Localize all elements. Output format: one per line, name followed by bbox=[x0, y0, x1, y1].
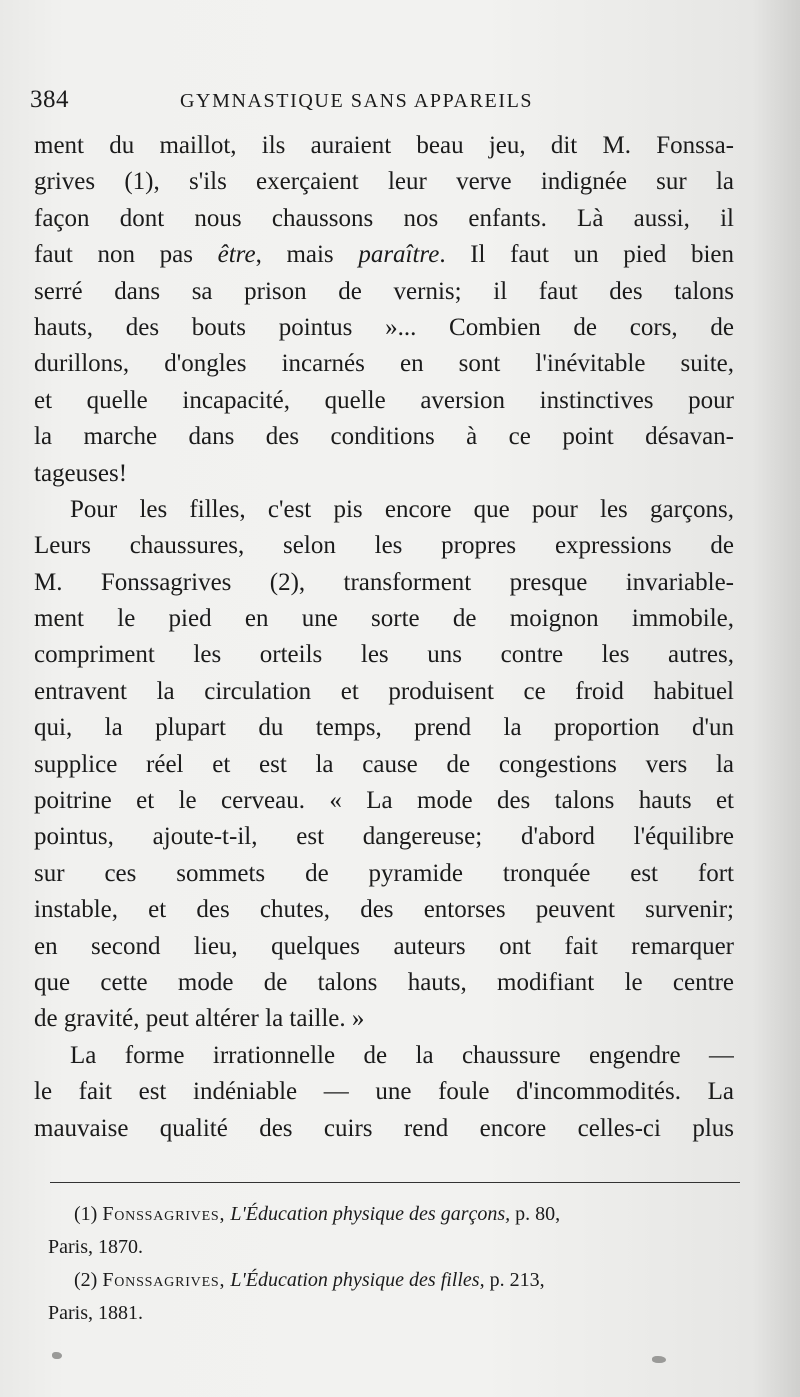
text-line: mauvaise qualité des cuirs rend encore celles-ci plus bbox=[34, 1114, 734, 1142]
text-line: M. Fonssagrives (2), transforment presque invariable- bbox=[34, 568, 734, 596]
page-header bbox=[30, 86, 720, 120]
text-line: la marche dans des conditions à ce point désavan- bbox=[34, 423, 734, 451]
page-number: 384 bbox=[30, 86, 69, 113]
text-line: Leurs chaussures, selon les propres expressions de bbox=[34, 532, 734, 560]
text-line: tageuses! bbox=[34, 459, 128, 487]
footnote-title: L'Éducation physique des filles, bbox=[230, 1269, 485, 1291]
footnote-author: Fonssagrives, bbox=[102, 1203, 226, 1225]
text-line: poitrine et le cerveau. « La mode des talons hauts et bbox=[34, 787, 734, 815]
footnote-title: L'Éducation physique des garçons, bbox=[230, 1203, 511, 1225]
footnote-marker: (1) bbox=[74, 1203, 98, 1225]
footnote-divider bbox=[50, 1182, 740, 1183]
footnotes bbox=[48, 1198, 738, 1330]
footnote-page: p. 213, bbox=[489, 1269, 545, 1291]
footnote-1-cont: Paris, 1870. bbox=[48, 1236, 143, 1258]
text-line: durillons, d'ongles incarnés en sont l'inévitable suite, bbox=[34, 350, 734, 378]
text-line: façon dont nous chaussons nos enfants. Là aussi, il bbox=[34, 204, 734, 232]
footnote-2-cont: Paris, 1881. bbox=[48, 1302, 143, 1324]
running-head: GYMNASTIQUE SANS APPAREILS bbox=[180, 90, 534, 112]
text-line: supplice réel et est la cause de congestions vers la bbox=[34, 750, 734, 778]
text-line: ment le pied en une sorte de moignon immobile, bbox=[34, 605, 734, 633]
footnote-page: p. 80, bbox=[515, 1203, 561, 1225]
text-line: sur ces sommets de pyramide tronquée est fort bbox=[34, 859, 734, 887]
text-line: instable, et des chutes, des entorses peuvent survenir; bbox=[34, 896, 734, 924]
text-line: le fait est indéniable — une foule d'incommodités. La bbox=[34, 1078, 734, 1106]
text-line: ment du maillot, ils auraient beau jeu, dit M. Fonssa- bbox=[34, 132, 734, 159]
text-line: pointus, ajoute-t-il, est dangereuse; d'abord l'équilibre bbox=[34, 823, 734, 851]
text-line: grives (1), s'ils exerçaient leur verve indignée sur la bbox=[34, 168, 734, 196]
text-run: . Il faut un pied bien bbox=[439, 241, 734, 269]
text-run: faut non pas bbox=[34, 241, 218, 269]
text-line: hauts, des bouts pointus »... Combien de cors, de bbox=[34, 313, 734, 341]
scan-speck bbox=[52, 1352, 62, 1359]
body-text bbox=[34, 128, 734, 1147]
scan-speck bbox=[652, 1356, 666, 1363]
footnote-author: Fonssagrives, bbox=[102, 1269, 226, 1291]
text-line: et quelle incapacité, quelle aversion instinctives pour bbox=[34, 386, 734, 414]
footnote-2 bbox=[48, 1264, 738, 1297]
text-line: entravent la circulation et produisent ce froid habituel bbox=[34, 677, 734, 705]
text-line: en second lieu, quelques auteurs ont fait remarquer bbox=[34, 932, 734, 960]
text-run: , mais bbox=[255, 241, 359, 269]
italic-word: paraître bbox=[358, 241, 440, 269]
text-line: compriment les orteils les uns contre les autres, bbox=[34, 641, 734, 669]
italic-word: être bbox=[217, 241, 256, 269]
text-line: de gravité, peut altérer la taille. » bbox=[34, 1005, 365, 1033]
text-line bbox=[34, 237, 734, 273]
text-line: qui, la plupart du temps, prend la proportion d'un bbox=[34, 714, 734, 742]
text-line: Pour les filles, c'est pis encore que pour les garçons, bbox=[70, 495, 734, 523]
footnote-marker: (2) bbox=[74, 1269, 98, 1291]
text-line: La forme irrationnelle de la chaussure engendre — bbox=[70, 1041, 734, 1069]
text-line: que cette mode de talons hauts, modifiant le centre bbox=[34, 968, 734, 996]
footnote-1 bbox=[48, 1198, 738, 1231]
text-line: serré dans sa prison de vernis; il faut des talons bbox=[34, 277, 734, 305]
